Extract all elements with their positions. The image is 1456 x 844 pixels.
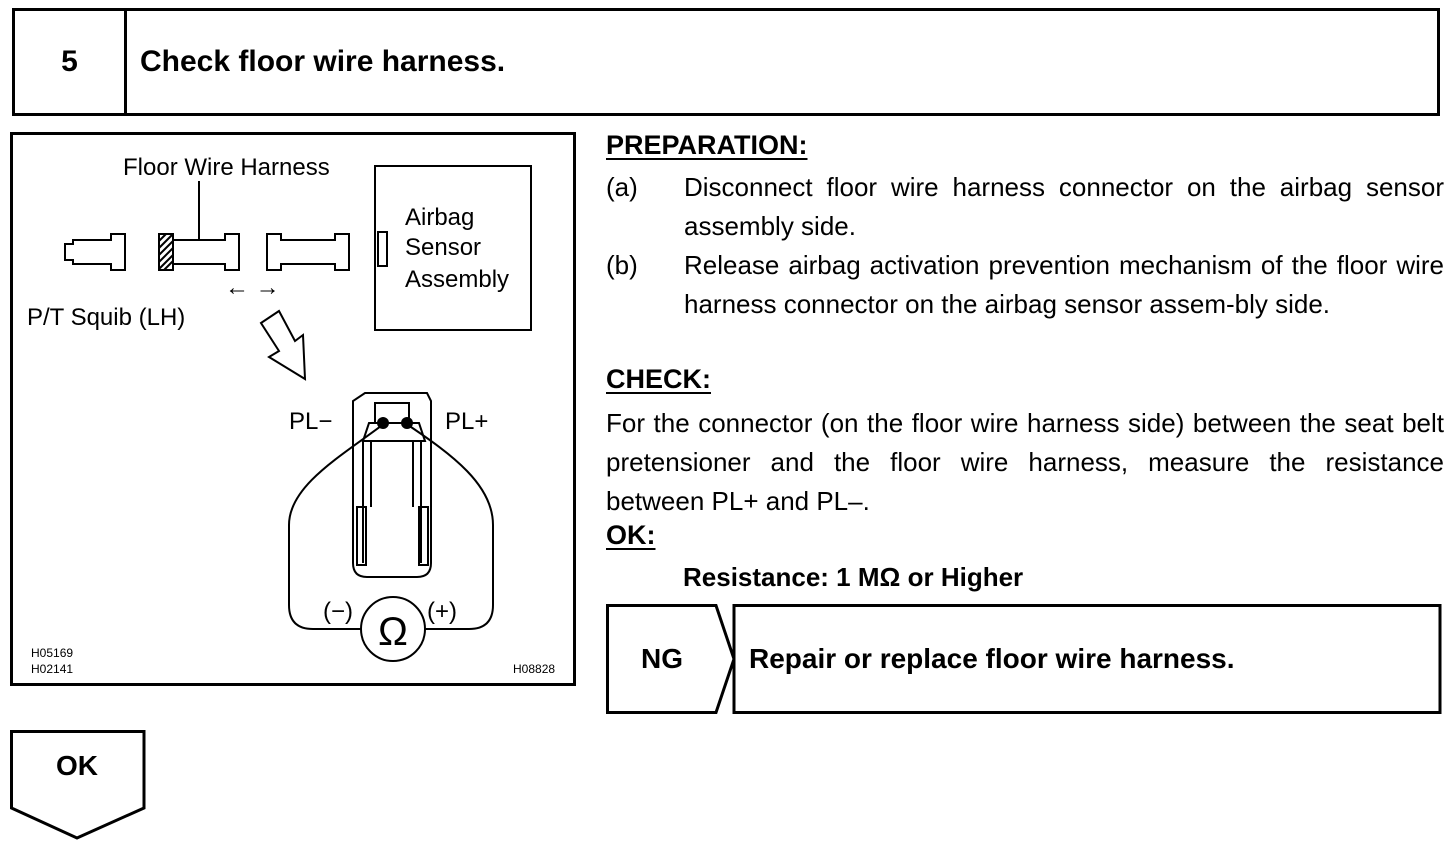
label-sensor-line3: Assembly	[405, 266, 510, 293]
figure-code-1: H05169	[31, 646, 74, 660]
ok-arrow-outline	[10, 730, 150, 842]
item-marker: (b)	[606, 250, 638, 280]
label-pl-plus: PL+	[445, 408, 489, 435]
item-text: Disconnect floor wire harness connector on the airbag sensor assembly side.	[684, 172, 1444, 241]
label-sensor-line2: Sensor	[405, 234, 482, 261]
preparation-heading: PREPARATION:	[606, 130, 808, 160]
check-text: For the connector (on the floor wire harness side) between the seat belt pretensioner and the floor wire harness, measure the resistance between PL+ and PL–.	[606, 408, 1444, 516]
label-sensor-line1: Airbag	[405, 204, 475, 231]
list-item	[606, 246, 1444, 324]
ok-heading: OK:	[606, 520, 656, 550]
label-negative: (−)	[323, 598, 353, 625]
disconnect-arrows: ← →	[225, 274, 280, 301]
ok-arrow-label: OK	[56, 750, 98, 781]
connector-diagram	[10, 132, 576, 686]
label-positive: (+)	[427, 598, 457, 625]
list-item	[606, 168, 1444, 246]
preparation-list	[606, 168, 1444, 324]
label-squib: P/T Squib (LH)	[27, 304, 186, 331]
step-number: 5	[15, 11, 127, 113]
ng-result-box	[606, 604, 1442, 714]
ohm-symbol: Ω	[378, 610, 408, 654]
harness-connector-end	[173, 234, 239, 270]
direction-arrow	[261, 311, 305, 379]
ok-specification: Resistance: 1 MΩ or Higher	[683, 562, 1024, 592]
sensor-connector-tab	[378, 232, 387, 266]
terminal-pl-plus	[401, 417, 413, 429]
check-heading: CHECK:	[606, 364, 711, 394]
label-floor-wire-harness: Floor Wire Harness	[123, 154, 330, 181]
figure-code-2: H02141	[31, 662, 74, 676]
terminal-pl-minus	[377, 417, 389, 429]
item-marker: (a)	[606, 172, 638, 202]
step-title: Check floor wire harness.	[140, 45, 506, 78]
step-header	[12, 8, 1440, 116]
ng-label: NG	[641, 643, 683, 674]
item-text: Release airbag activation prevention mechanism of the floor wire harness connector on the airbag sensor assem-bly side.	[684, 250, 1444, 319]
diagram-drawing	[13, 135, 573, 683]
ok-arrow-box	[10, 730, 150, 842]
ng-action-text: Repair or replace floor wire harness.	[749, 643, 1235, 674]
squib-connector	[65, 234, 125, 270]
harness-connector-right	[267, 234, 349, 270]
label-pl-minus: PL−	[289, 408, 333, 435]
figure-code-3: H08828	[513, 662, 556, 676]
